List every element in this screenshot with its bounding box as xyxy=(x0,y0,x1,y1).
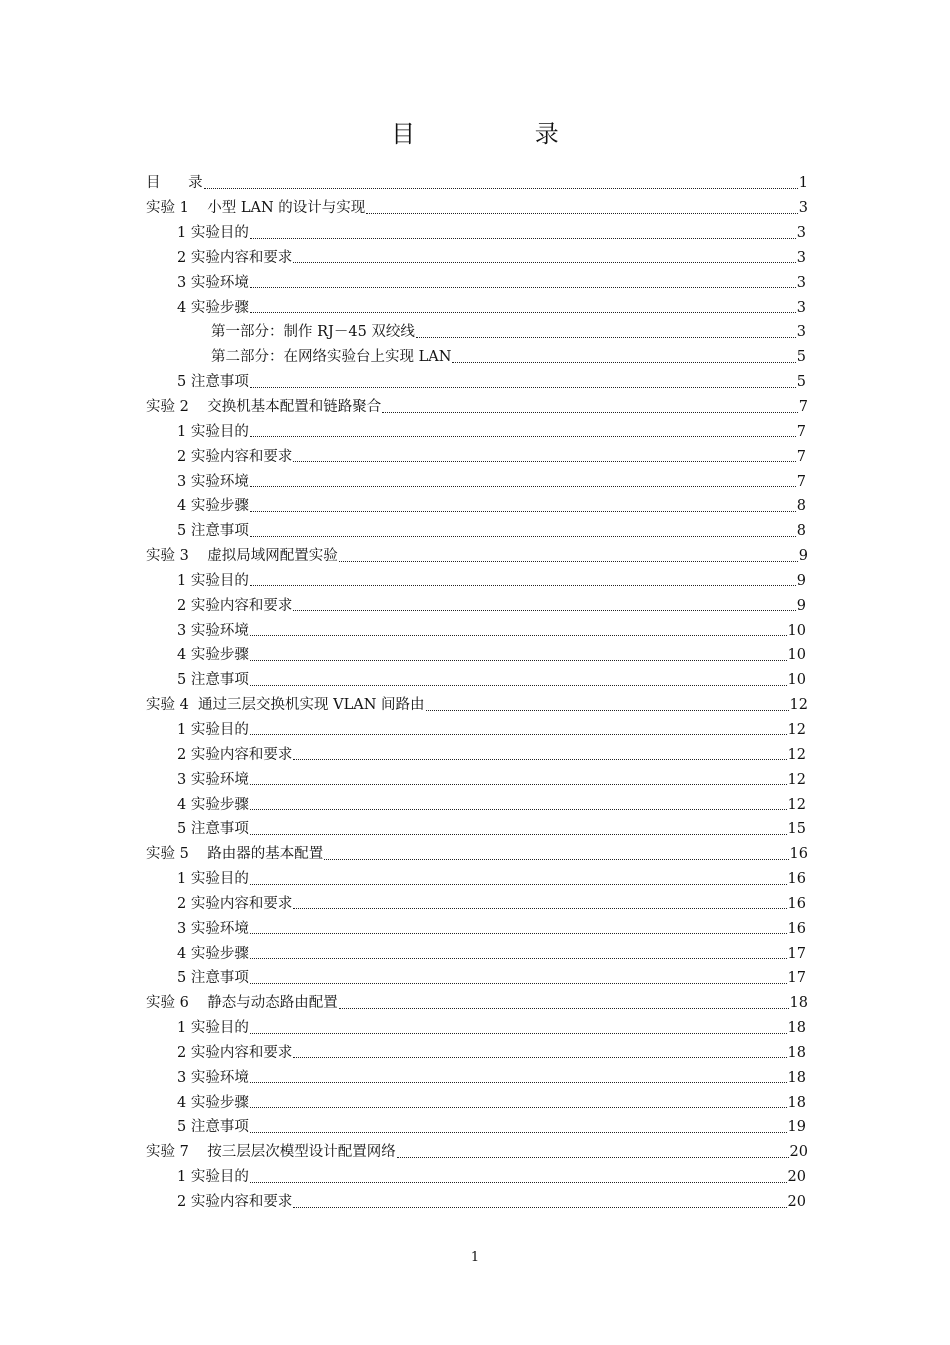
toc-entry[interactable] xyxy=(0,544,950,569)
toc-entry[interactable] xyxy=(0,916,950,941)
toc-entry-page: 18 xyxy=(787,1020,806,1037)
toc-entry[interactable] xyxy=(0,941,950,966)
toc-entry-label: 4 实验步骤 xyxy=(177,945,249,962)
toc-entry[interactable] xyxy=(0,519,950,544)
toc-entry[interactable] xyxy=(0,792,950,817)
toc-entry-page: 9 xyxy=(796,572,806,589)
toc-entry-label: 实验 4 通过三层交换机实现 VLAN 间路由 xyxy=(146,697,425,714)
toc-dot-leader xyxy=(416,323,796,338)
toc-entry[interactable] xyxy=(0,270,950,295)
toc-entry-page: 9 xyxy=(796,597,806,614)
toc-entry-page: 16 xyxy=(787,895,806,912)
toc-dot-leader xyxy=(293,596,795,611)
toc-entry-label: 实验 7 按三层层次模型设计配置网络 xyxy=(146,1144,396,1161)
page-title: 目 录 xyxy=(391,120,615,148)
toc-entry-page: 16 xyxy=(789,846,808,863)
toc-entry[interactable] xyxy=(0,817,950,842)
toc-entry-label: 实验 6 静态与动态路由配置 xyxy=(146,995,338,1012)
toc-entry[interactable] xyxy=(0,991,950,1016)
toc-entry[interactable] xyxy=(0,1115,950,1140)
toc-entry[interactable] xyxy=(0,867,950,892)
toc-entry-page: 10 xyxy=(787,622,806,639)
toc-entry-page: 3 xyxy=(796,324,806,341)
toc-entry[interactable] xyxy=(0,1190,950,1215)
toc-entry-label: 2 实验内容和要求 xyxy=(177,1044,293,1061)
toc-dot-leader xyxy=(324,845,788,860)
toc-dot-leader xyxy=(250,472,796,487)
toc-entry-label: 3 实验环境 xyxy=(177,771,249,788)
toc-entry[interactable] xyxy=(0,891,950,916)
toc-entry-label: 4 实验步骤 xyxy=(177,299,249,316)
toc-entry[interactable] xyxy=(0,370,950,395)
toc-entry[interactable] xyxy=(0,419,950,444)
toc-dot-leader xyxy=(250,919,787,934)
toc-entry[interactable] xyxy=(0,469,950,494)
toc-entry-page: 17 xyxy=(787,945,806,962)
toc-entry[interactable] xyxy=(0,569,950,594)
toc-entry-label: 实验 5 路由器的基本配置 xyxy=(146,846,324,863)
toc-entry-label: 5 注意事项 xyxy=(177,1119,249,1136)
toc-entry[interactable] xyxy=(0,718,950,743)
toc-entry-page: 9 xyxy=(798,548,808,565)
toc-entry-page: 5 xyxy=(796,374,806,391)
toc-entry-label: 2 实验内容和要求 xyxy=(177,1194,293,1211)
toc-entry-page: 3 xyxy=(796,299,806,316)
toc-entry[interactable] xyxy=(0,444,950,469)
toc-dot-leader xyxy=(250,1068,787,1083)
toc-entry-label: 目 录 xyxy=(146,175,203,192)
toc-entry-page: 12 xyxy=(787,746,806,763)
toc-dot-leader xyxy=(452,348,795,363)
toc-entry-page: 7 xyxy=(796,448,806,465)
toc-entry-page: 3 xyxy=(796,225,806,242)
toc-dot-leader xyxy=(250,720,787,735)
toc-entry[interactable] xyxy=(0,494,950,519)
toc-entry-page: 3 xyxy=(798,200,808,217)
toc-entry-page: 18 xyxy=(787,1094,806,1111)
toc-entry[interactable] xyxy=(0,1165,950,1190)
toc-entry-label: 3 实验环境 xyxy=(177,274,249,291)
toc-entry-page: 18 xyxy=(787,1069,806,1086)
toc-entry[interactable] xyxy=(0,171,950,196)
toc-entry-label: 5 注意事项 xyxy=(177,523,249,540)
toc-entry-label: 2 实验内容和要求 xyxy=(177,746,293,763)
toc-entry-label: 4 实验步骤 xyxy=(177,1094,249,1111)
toc-entry-label: 2 实验内容和要求 xyxy=(177,597,293,614)
toc-dot-leader xyxy=(250,422,796,437)
toc-dot-leader xyxy=(339,547,798,562)
toc-entry-page: 20 xyxy=(787,1194,806,1211)
toc-dot-leader xyxy=(250,770,787,785)
toc-entry-label: 2 实验内容和要求 xyxy=(177,249,293,266)
toc-dot-leader xyxy=(250,646,787,661)
toc-dot-leader xyxy=(250,795,787,810)
toc-entry[interactable] xyxy=(0,767,950,792)
toc-dot-leader xyxy=(293,1043,786,1058)
toc-entry[interactable] xyxy=(0,693,950,718)
toc-entry-label: 2 实验内容和要求 xyxy=(177,895,293,912)
toc-entry-page: 5 xyxy=(796,349,806,366)
toc-entry[interactable] xyxy=(0,593,950,618)
toc-entry-page: 12 xyxy=(789,697,808,714)
toc-entry[interactable] xyxy=(0,1140,950,1165)
toc-entry[interactable] xyxy=(0,295,950,320)
toc-entry-label: 第一部分：制作 RJ－45 双绞线 xyxy=(211,324,415,341)
toc-dot-leader xyxy=(250,1093,787,1108)
toc-entry-label: 1 实验目的 xyxy=(177,423,249,440)
toc-entry-page: 19 xyxy=(787,1119,806,1136)
toc-entry-label: 3 实验环境 xyxy=(177,1069,249,1086)
toc-dot-leader xyxy=(250,571,796,586)
toc-entry-page: 18 xyxy=(789,995,808,1012)
toc-entry-label: 5 注意事项 xyxy=(177,672,249,689)
toc-dot-leader xyxy=(426,696,789,711)
toc-entry-label: 实验 1 小型 LAN 的设计与实现 xyxy=(146,200,366,217)
toc-entry-label: 1 实验目的 xyxy=(177,1020,249,1037)
toc-entry[interactable] xyxy=(0,395,950,420)
toc-entry-page: 3 xyxy=(796,249,806,266)
toc-dot-leader xyxy=(382,398,797,413)
toc-entry-page: 7 xyxy=(796,473,806,490)
toc-dot-leader xyxy=(250,870,787,885)
toc-dot-leader xyxy=(204,174,798,189)
toc-entry-page: 18 xyxy=(787,1044,806,1061)
toc-entry-page: 3 xyxy=(796,274,806,291)
toc-dot-leader xyxy=(293,745,786,760)
toc-entry[interactable] xyxy=(0,345,950,370)
toc-entry-page: 10 xyxy=(787,647,806,664)
toc-dot-leader xyxy=(250,373,796,388)
toc-entry-label: 3 实验环境 xyxy=(177,622,249,639)
toc-entry[interactable] xyxy=(0,618,950,643)
toc-dot-leader xyxy=(293,1193,786,1208)
toc-entry-label: 4 实验步骤 xyxy=(177,647,249,664)
toc-entry-label: 3 实验环境 xyxy=(177,473,249,490)
toc-entry-page: 12 xyxy=(787,771,806,788)
toc-entry-page: 7 xyxy=(796,423,806,440)
toc-dot-leader xyxy=(339,994,789,1009)
toc-entry-label: 4 实验步骤 xyxy=(177,796,249,813)
toc-entry[interactable] xyxy=(0,221,950,246)
toc-entry-label: 5 注意事项 xyxy=(177,970,249,987)
toc-dot-leader xyxy=(293,894,786,909)
toc-entry-label: 1 实验目的 xyxy=(177,871,249,888)
toc-entry-label: 1 实验目的 xyxy=(177,721,249,738)
toc-entry-page: 16 xyxy=(787,871,806,888)
toc-dot-leader xyxy=(250,671,787,686)
toc-entry-page: 20 xyxy=(789,1144,808,1161)
toc-entry-label: 实验 2 交换机基本配置和链路聚合 xyxy=(146,399,382,416)
toc-entry-page: 8 xyxy=(796,523,806,540)
toc-entry[interactable] xyxy=(0,643,950,668)
toc-dot-leader xyxy=(250,497,796,512)
toc-entry-page: 7 xyxy=(798,399,808,416)
toc-entry-page: 12 xyxy=(787,721,806,738)
toc-entry[interactable] xyxy=(0,1041,950,1066)
page-number: 1 xyxy=(470,1250,480,1265)
toc-entry-label: 4 实验步骤 xyxy=(177,498,249,515)
toc-entry-page: 20 xyxy=(787,1169,806,1186)
toc-dot-leader xyxy=(366,199,797,214)
toc-entry[interactable] xyxy=(0,1065,950,1090)
toc-entry[interactable] xyxy=(0,196,950,221)
toc-entry[interactable] xyxy=(0,668,950,693)
toc-dot-leader xyxy=(250,298,796,313)
toc-entry-page: 10 xyxy=(787,672,806,689)
toc-entry-label: 1 实验目的 xyxy=(177,1169,249,1186)
toc-entry-page: 1 xyxy=(798,175,808,192)
toc-entry[interactable] xyxy=(0,742,950,767)
toc-entry-label: 1 实验目的 xyxy=(177,572,249,589)
toc-entry[interactable] xyxy=(0,1016,950,1041)
toc-dot-leader xyxy=(250,969,787,984)
toc-dot-leader xyxy=(250,944,787,959)
toc-dot-leader xyxy=(293,447,795,462)
toc-entry-label: 2 实验内容和要求 xyxy=(177,448,293,465)
toc-entry-page: 8 xyxy=(796,498,806,515)
toc-dot-leader xyxy=(250,224,796,239)
toc-entry-page: 16 xyxy=(787,920,806,937)
toc-entry-page: 17 xyxy=(787,970,806,987)
toc-entry[interactable] xyxy=(0,1090,950,1115)
toc-dot-leader xyxy=(250,273,796,288)
toc-dot-leader xyxy=(250,621,787,636)
toc-dot-leader xyxy=(250,1118,787,1133)
toc-entry-label: 5 注意事项 xyxy=(177,821,249,838)
toc-entry-label: 第二部分：在网络实验台上实现 LAN xyxy=(211,349,452,366)
toc-dot-leader xyxy=(250,820,787,835)
toc-entry-label: 5 注意事项 xyxy=(177,374,249,391)
toc-entry-label: 1 实验目的 xyxy=(177,225,249,242)
toc-dot-leader xyxy=(397,1143,789,1158)
toc-dot-leader xyxy=(250,1168,787,1183)
toc-dot-leader xyxy=(293,248,795,263)
toc-dot-leader xyxy=(250,1019,787,1034)
toc-entry-label: 3 实验环境 xyxy=(177,920,249,937)
toc-entry-page: 15 xyxy=(787,821,806,838)
toc-entry[interactable] xyxy=(0,320,950,345)
toc-entry-label: 实验 3 虚拟局域网配置实验 xyxy=(146,548,338,565)
toc-entry[interactable] xyxy=(0,966,950,991)
table-of-contents xyxy=(0,171,950,1214)
toc-dot-leader xyxy=(250,522,796,537)
toc-entry[interactable] xyxy=(0,842,950,867)
toc-entry[interactable] xyxy=(0,246,950,271)
toc-entry-page: 12 xyxy=(787,796,806,813)
